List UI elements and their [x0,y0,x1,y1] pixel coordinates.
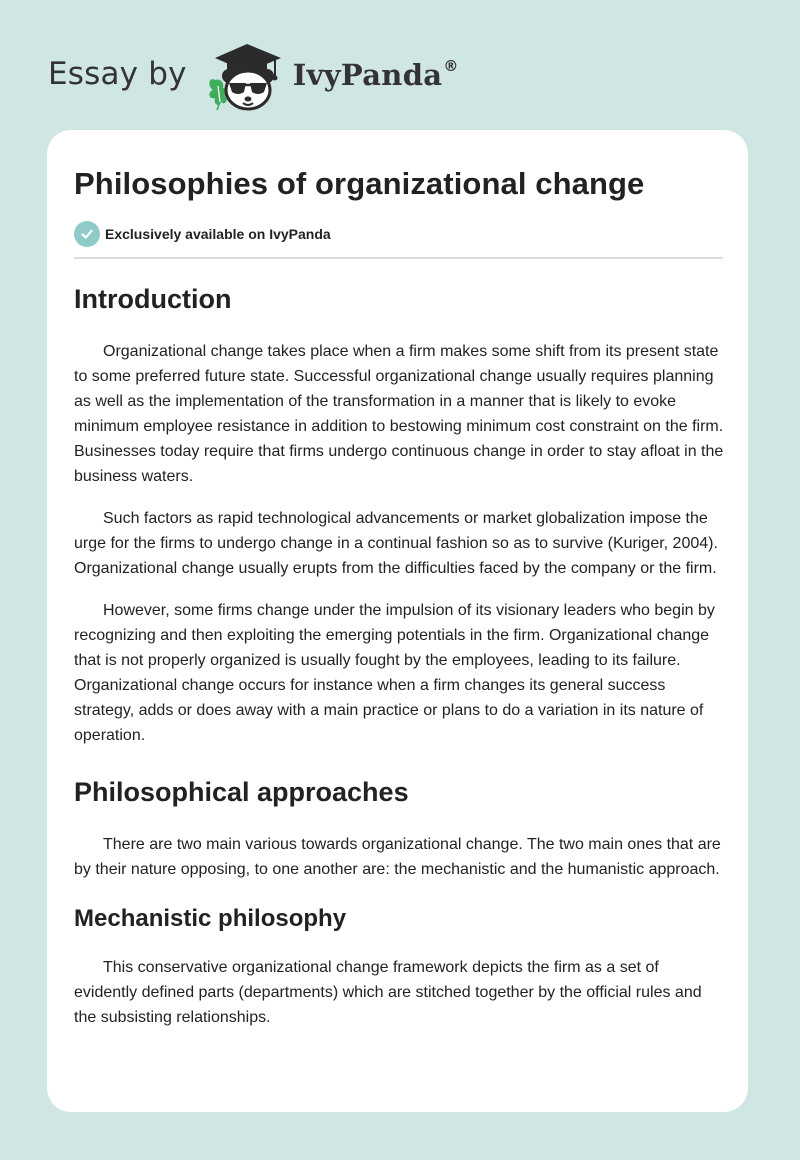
brand-name: IvyPanda® [292,56,459,92]
section-heading-mechanistic-philosophy: Mechanistic philosophy [74,905,347,932]
paragraph: There are two main various towards organizational change. The two main ones that are by their nature opposing, to one another are: the mechanistic and the humanistic approach. [74,836,721,878]
check-circle-icon [74,221,100,247]
title-divider [74,257,723,259]
section-heading-introduction: Introduction [74,284,232,314]
paragraph: Such factors as rapid technological advancements or market globalization impose the urge for the firms to undergo change in a continual fashion so as to survive (Kuriger, 2004). Organizational change usually erupts from the difficulties faced by the company or the firm. [74,510,718,577]
essay-content [74,164,724,1030]
section-heading-philosophical-approaches: Philosophical approaches [74,777,409,807]
paragraph: However, some firms change under the impulsion of its visionary leaders who begin by recognizing and then exploiting the emerging potentials in the firm. Organizational change that is not properly organized is usually fought by the employees, leading to its failure. Organizational change occurs for instance when a firm changes its general success strategy, adds or does away with a main practice or plans to do a variation in its nature of operation. [74,602,715,744]
brand-prefix: Essay by [48,56,187,92]
registered-mark: ® [443,56,459,75]
paragraph: This conservative organizational change framework depicts the firm as a set of evidently defined parts (departments) which are stitched together by the official rules and the subsisting relationships. [74,959,702,1026]
badge-label: Exclusively available on IvyPanda [105,226,331,242]
page-title: Philosophies of organizational change [74,166,645,201]
site-brand[interactable] [48,36,459,112]
essay-card [47,130,748,1112]
exclusive-badge [74,220,724,248]
panda-graduate-logo-icon [201,36,287,112]
paragraph: Organizational change takes place when a firm makes some shift from its present state to some preferred future state. Successful organizational change usually requires planning as well as the implementation of the transformation in a manner that is likely to evoke minimum employee resistance in addition to bestowing minimum cost constraint on the firm. Businesses today require that firms undergo continuous change in order to stay afloat in the business waters. [74,343,724,485]
